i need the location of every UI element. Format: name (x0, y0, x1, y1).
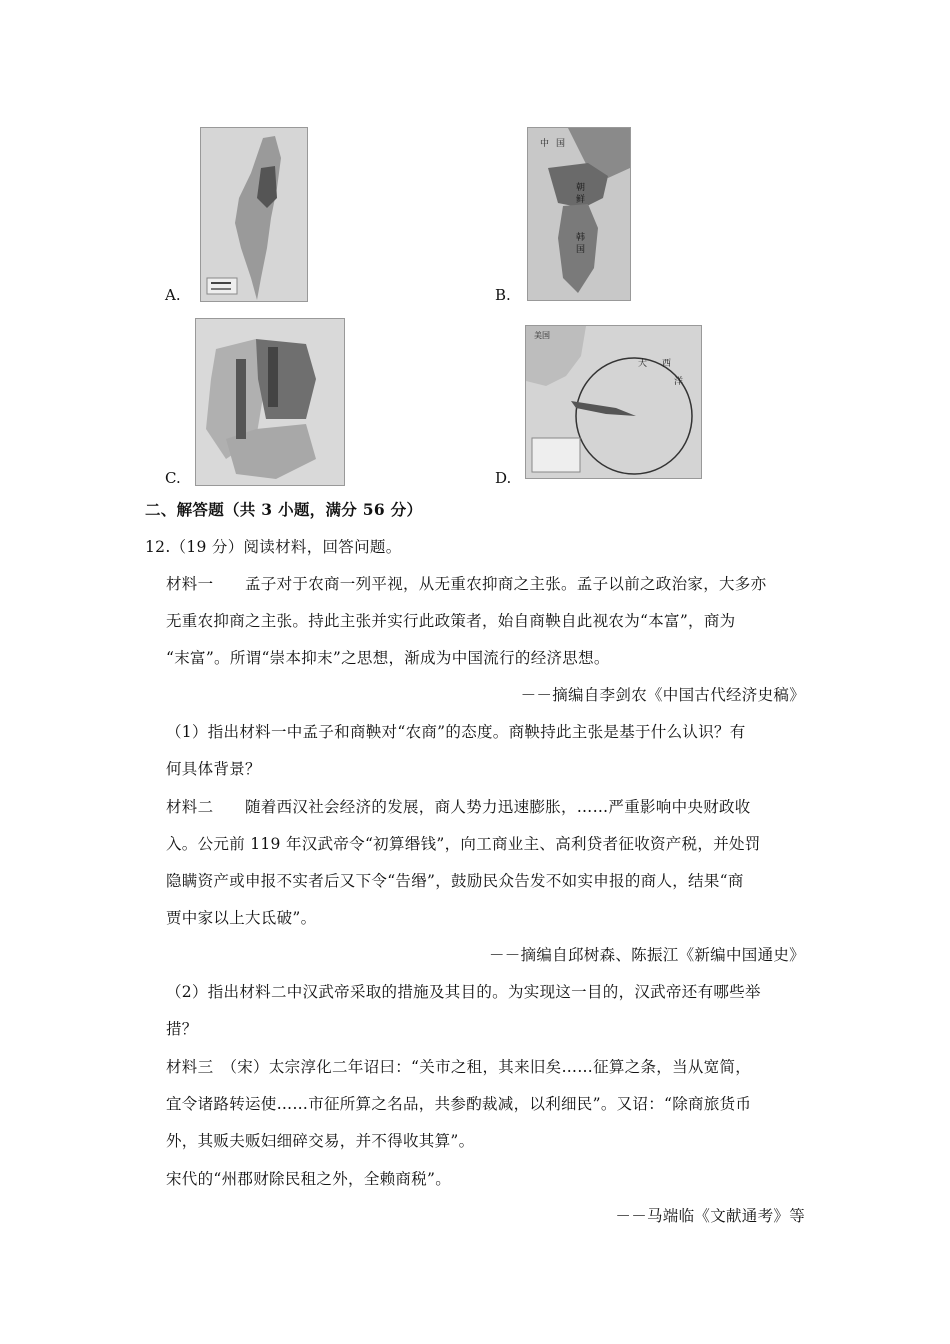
israel-map-image (201, 128, 307, 301)
question-title: 12.（19 分）阅读材料，回答问题。 (145, 538, 402, 556)
map-text-atlantic-1: 大 (638, 359, 648, 369)
option-b-map (527, 127, 631, 301)
map-text-china-2: 国 (556, 139, 566, 149)
material1-line-2: 无重农抑商之主张。持此主张并实行此政策者，始自商鞅自此视农为“本富”，商为 (166, 612, 736, 630)
sub-question-1-line-1: （1）指出材料一中孟子和商鞅对“农商”的态度。商鞅持此主张是基于什么认识？有 (166, 723, 746, 741)
option-a-map (200, 127, 308, 302)
material1-line-3: “末富”。所谓“崇本抑末”之思想，渐成为中国流行的经济思想。 (166, 649, 610, 667)
cuba-missile-map-image (526, 326, 701, 478)
material3-line-2: 宜令诸路转运使……市征所算之名品，共参酌裁减，以利细民”。又诏：“除商旅货币 (166, 1095, 752, 1113)
material2-line-1: 材料二 随着西汉社会经济的发展，商人势力迅速膨胀，……严重影响中央财政收 (166, 798, 751, 816)
map-text-rok-1: 韩 (576, 233, 586, 243)
section-title: 二、解答题（共 3 小题，满分 56 分） (145, 500, 423, 519)
option-a-label[interactable]: A. (165, 286, 181, 304)
option-c-map (195, 318, 345, 486)
material3-source: －－马端临《文献通考》等 (615, 1207, 805, 1225)
map-text-dprk-2: 鲜 (576, 195, 586, 205)
option-b-label[interactable]: B. (495, 286, 511, 304)
sub-question-1-line-2: 何具体背景？ (166, 760, 261, 778)
germany-map-image (196, 319, 344, 485)
korea-map-image (528, 128, 630, 300)
material2-line-2: 入。公元前 119 年汉武帝令“初算缗钱”，向工商业主、高利贷者征收资产税，并处罚 (166, 835, 761, 853)
option-c-label[interactable]: C. (165, 469, 181, 487)
material1-source: －－摘编自李剑农《中国古代经济史稿》 (520, 686, 805, 704)
material3-line-1: 材料三 （宋）太宗淳化二年诏曰：“关市之租，其来旧矣……征算之条，当从宽简， (166, 1058, 752, 1076)
material2-line-4: 贾中家以上大氐破”。 (166, 909, 317, 927)
material3-line-4: 宋代的“州郡财除民租之外，全赖商税”。 (166, 1170, 452, 1188)
sub-question-2-line-2: 措？ (166, 1020, 198, 1038)
sub-question-2-line-1: （2）指出材料二中汉武帝采取的措施及其目的。为实现这一目的，汉武帝还有哪些举 (166, 983, 761, 1001)
map-text-usa: 美国 (534, 331, 550, 340)
map-text-china-1: 中 (540, 139, 550, 149)
material2-source: －－摘编自邱树森、陈振江《新编中国通史》 (488, 946, 805, 964)
material3-line-3: 外，其贩夫贩妇细碎交易，并不得收其算”。 (166, 1132, 475, 1150)
map-text-dprk-1: 朝 (576, 183, 586, 193)
material2-line-3: 隐瞒资产或申报不实者后又下令“告缗”，鼓励民众告发不如实申报的商人，结果“商 (166, 872, 744, 890)
map-text-atlantic-2: 西 (662, 359, 672, 369)
map-text-atlantic-3: 洋 (674, 377, 684, 387)
material1-line-1: 材料一 孟子对于农商一列平视，从无重农抑商之主张。孟子以前之政治家，大多亦 (166, 575, 767, 593)
option-d-map (525, 325, 702, 479)
map-text-rok-2: 国 (576, 245, 586, 255)
option-d-label[interactable]: D. (495, 469, 512, 487)
